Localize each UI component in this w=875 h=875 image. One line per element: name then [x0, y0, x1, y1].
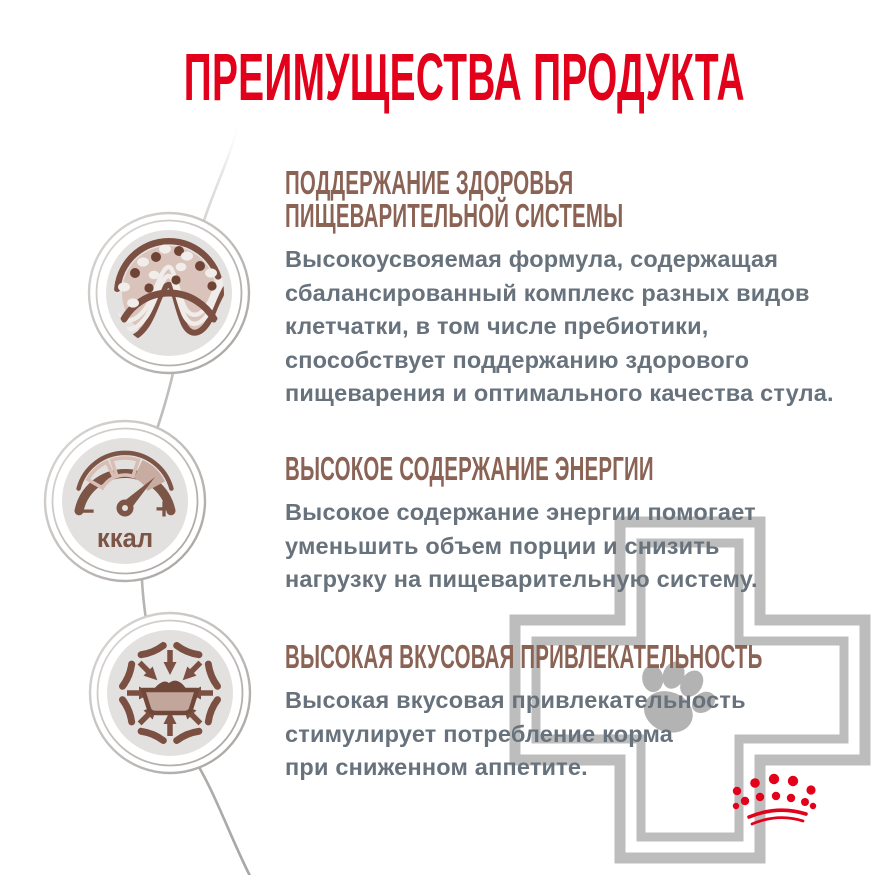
gauge-kcal-label: ккал — [96, 522, 154, 554]
gauge-plus-label: + — [155, 493, 173, 526]
section-body: Высокое содержание энергии помогает уменьшить объем порции и снизить нагрузку на пищеварительную систему. — [285, 499, 758, 592]
gauge-minus-label: − — [77, 495, 95, 528]
medallion-palatability — [90, 613, 250, 773]
section-body: Высокая вкусовая привлекательность стимулирует потребление корма при сниженном аппетите. — [285, 687, 746, 780]
section-high-energy — [285, 452, 865, 597]
section-heading: ВЫСОКОЕ СОДЕРЖАНИЕ ЭНЕРГИИ — [285, 450, 654, 487]
section-palatability — [285, 640, 865, 785]
section-heading: ВЫСОКАЯ ВКУСОВАЯ ПРИВЛЕКАТЕЛЬНОСТЬ — [285, 638, 763, 675]
medallion-digestive — [89, 213, 249, 373]
page-title: ПРЕИМУЩЕСТВА ПРОДУКТА — [183, 40, 745, 115]
section-heading: ПОДДЕРЖАНИЕ ЗДОРОВЬЯ ПИЩЕВАРИТЕЛЬНОЙ СИСТЕМЫ — [285, 164, 624, 234]
section-digestive-health — [285, 166, 865, 411]
medallion-energy — [45, 421, 205, 581]
section-body: Высокоусвояемая формула, содержащая сбалансированный комплекс разных видов клетчатки, в том числе пребиотики, способствует поддержанию здорового пищеварения и оптимального качества стула. — [285, 246, 834, 406]
